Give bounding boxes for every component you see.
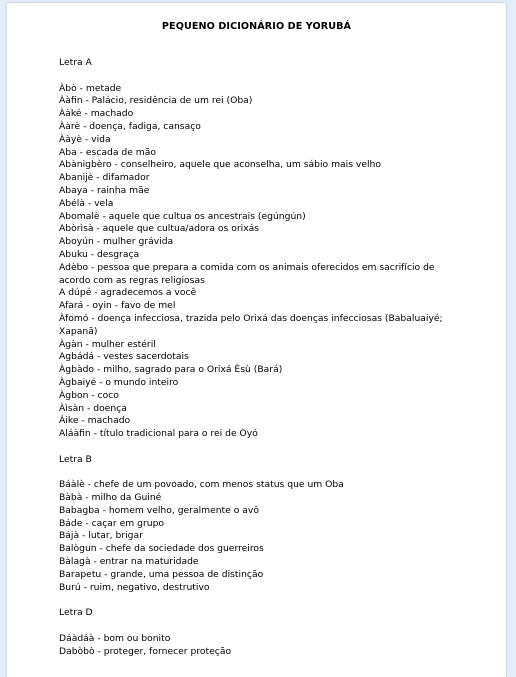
dictionary-entry: Àgbàdo - milho, sagrado para o Orixá Èsù (Bará): [59, 364, 283, 376]
dictionary-entry: Abaya - rainha mãe: [59, 184, 150, 196]
dictionary-entry: Ààyè - vida: [59, 133, 111, 145]
section-spacer: [59, 620, 454, 633]
dictionary-entry: Àgàn - mulher estéril: [59, 338, 156, 350]
dictionary-entry: Balògun - chefe da sociedade dos guerreiros: [59, 543, 264, 555]
section-spacer: [59, 594, 454, 607]
dictionary-entry: Bájà - lutar, brigar: [59, 530, 143, 542]
dictionary-entry: Barapetu - grande, uma pessoa de distinção: [59, 568, 264, 580]
dictionary-entry: Aboyún - mulher grávida: [59, 236, 174, 248]
document-page: [7, 3, 506, 677]
dictionary-content: [59, 57, 454, 658]
dictionary-entry: Abuku - desgraça: [59, 248, 140, 260]
dictionary-entry: Dáàdáà - bom ou bonito: [59, 632, 171, 644]
dictionary-entry: Àìsàn - doença: [59, 402, 127, 414]
dictionary-entry: Áike - machado: [59, 415, 131, 427]
dictionary-entry: Abòrìsà - aquele que cultua/adora os orixás: [59, 223, 260, 235]
dictionary-entry: Bàlagà - entrar na maturidade: [59, 556, 199, 568]
section-label: Letra B: [59, 453, 92, 465]
dictionary-entry: Àgbaiyé - o mundo inteiro: [59, 376, 179, 388]
dictionary-entry: Aláàfin - título tradicional para o rei de Oyó: [59, 428, 258, 440]
section-label: Letra D: [59, 607, 93, 619]
dictionary-entry: Adèbo - pessoa que prepara a comida com os animais oferecidos em sacrifício de acordo com as regras religiosas: [59, 261, 435, 286]
dictionary-entry: Babagba - homem velho, geralmente o avô: [59, 504, 259, 516]
dictionary-entry: Afará - oyin - favo de mel: [59, 300, 176, 312]
dictionary-entry: Burú - ruim, negativo, destrutivo: [59, 581, 210, 593]
dictionary-entry: Àfomó - doença infecciosa, trazida pelo Orixá das doenças infecciosas (Babaluaiyé; Xapanã): [59, 312, 443, 337]
dictionary-entry: Abànigbèro - conselheiro, aquele que aconselha, um sábio mais velho: [59, 159, 382, 171]
section-label: Letra A: [59, 57, 92, 68]
dictionary-entry: Àgbon - coco: [59, 389, 119, 401]
dictionary-entry: Abélà - vela: [59, 197, 114, 209]
dictionary-entry: Ààfin - Palácio, residência de um rei (Oba): [59, 95, 253, 107]
dictionary-entry: Báàlè - chefe de um povoado, com menos status que um Oba: [59, 479, 344, 491]
dictionary-entry: Bàbà - milho da Guiné: [59, 492, 162, 504]
dictionary-entry: Ààké - machado: [59, 108, 134, 120]
document-title: PEQUENO DICIONÁRIO DE YORUBÁ: [161, 21, 352, 32]
dictionary-entry: Abomalè - aquele que cultua os ancestrais (egúngún): [59, 210, 306, 222]
dictionary-entry: Agbádá - vestes sacerdotais: [59, 351, 189, 363]
dictionary-entry: Báde - caçar em grupo: [59, 517, 165, 529]
dictionary-entry: Ààrè - doença, fadiga, cansaço: [59, 120, 201, 132]
dictionary-entry: Abanijè - difamador: [59, 172, 150, 184]
dictionary-entry: A dúpé - agradecemos a você: [59, 287, 197, 299]
dictionary-entry: Aba - escada de mão: [59, 146, 157, 158]
section-spacer: [59, 467, 454, 480]
dictionary-entry: Dabòbò - proteger, fornecer proteção: [59, 645, 232, 657]
section-spacer: [59, 441, 454, 454]
section-spacer: [59, 70, 454, 83]
dictionary-entry: Àbò - metade: [59, 82, 122, 94]
